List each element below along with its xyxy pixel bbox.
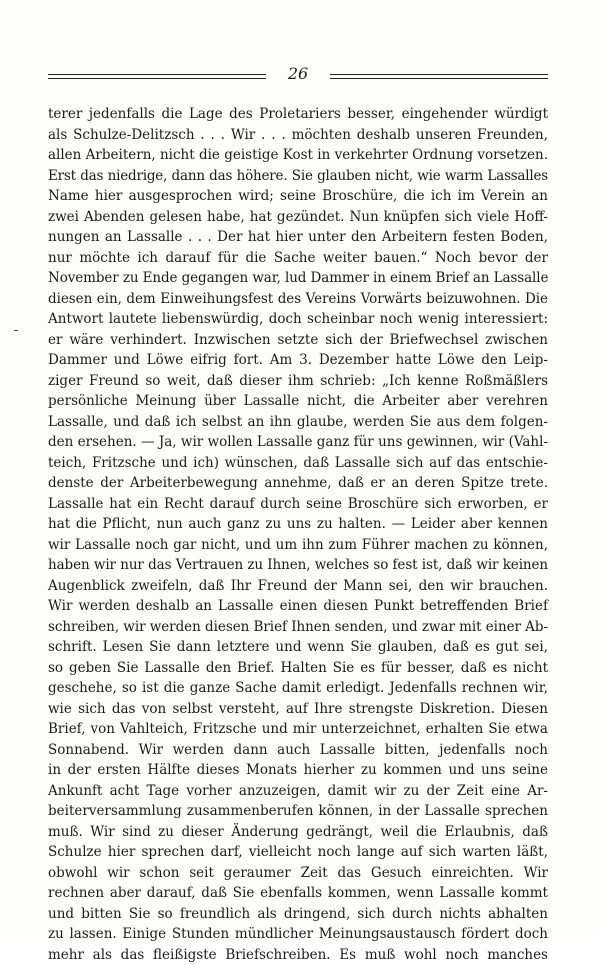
text-line: den ersehen. — Ja, wir wollen Lassalle ganz für uns gewinnen, wir (Vahl- — [48, 432, 548, 453]
text-line: haben wir nur das Vertrauen zu Ihnen, welches so fest ist, daß wir keinen — [48, 555, 548, 576]
text-line: nur möchte ich darauf für die Sache weiter bauen.“ Noch bevor der — [48, 248, 548, 269]
text-line: Wir werden deshalb an Lassalle einen diesen Punkt betreffenden Brief — [48, 596, 548, 617]
text-line: als Schulze-Delitzsch . . . Wir . . . möchten deshalb unseren Freunden, — [48, 125, 548, 146]
page-number: 26 — [266, 64, 330, 83]
text-line: und bitten Sie so freundlich als dringend, sich durch nichts abhalten — [48, 904, 548, 925]
text-line: zu lassen. Einige Stunden mündlicher Meinungsaustausch fördert doch — [48, 924, 548, 945]
text-line: November zu Ende gegangen war, lud Dammer in einem Brief an Lassalle — [48, 268, 548, 289]
text-line: er wäre verhindert. Inzwischen setzte sich der Briefwechsel zwischen — [48, 330, 548, 351]
text-line: Antwort lautete liebenswürdig, doch scheinbar noch wenig interessiert: — [48, 309, 548, 330]
text-line: denste der Arbeiterbewegung annehme, daß er an deren Spitze trete. — [48, 473, 548, 494]
text-line: in der ersten Hälfte dieses Monats hierher zu kommen und uns seine — [48, 760, 548, 781]
text-line: teich, Fritzsche und ich) wünschen, daß Lassalle sich auf das entschie- — [48, 453, 548, 474]
text-line: schreiben, wir werden diesen Brief Ihnen senden, und zwar mit einer Ab- — [48, 617, 548, 638]
text-line: wir Lassalle noch gar nicht, und um ihn zum Führer machen zu können, — [48, 535, 548, 556]
text-line: hat die Pflicht, nun auch ganz zu uns zu halten. — Leider aber kennen — [48, 514, 548, 535]
margin-mark — [14, 330, 18, 331]
header-rule-right — [330, 74, 548, 80]
text-line: mehr als das fleißigste Briefschreiben. Es muß wohl noch manches — [48, 945, 548, 965]
body-text — [48, 104, 548, 965]
text-line: Dammer und Löwe eifrig fort. Am 3. Dezember hatte Löwe den Leip- — [48, 350, 548, 371]
text-line: ziger Freund so weit, daß dieser ihm schrieb: „Ich kenne Roßmäßlers — [48, 371, 548, 392]
text-line: geschehe, so ist die ganze Sache damit erledigt. Jedenfalls rechnen wir, — [48, 678, 548, 699]
text-line: Lassalle, und daß ich selbst an ihn glaube, werden Sie aus dem folgen- — [48, 412, 548, 433]
text-line: Brief, von Vahlteich, Fritzsche und mir unterzeichnet, erhalten Sie etwa — [48, 719, 548, 740]
text-line: rechnen aber darauf, daß Sie ebenfalls kommen, wenn Lassalle kommt — [48, 883, 548, 904]
text-line: zwei Abenden gelesen habe, hat gezündet. Nun knüpfen sich viele Hoff- — [48, 207, 548, 228]
text-line: nungen an Lassalle . . . Der hat hier unter den Arbeitern festen Boden, — [48, 227, 548, 248]
text-line: Sonnabend. Wir werden dann auch Lassalle bitten, jedenfalls noch — [48, 740, 548, 761]
text-line: Erst das niedrige, dann das höhere. Sie glauben nicht, wie warm Lassalles — [48, 166, 548, 187]
text-line: Schulze hier sprechen darf, vielleicht noch lange auf sich warten läßt, — [48, 842, 548, 863]
text-line: allen Arbeitern, nicht die geistige Kost in verkehrter Ordnung vorsetzen. — [48, 145, 548, 166]
text-line: muß. Wir sind zu dieser Änderung gedrängt, weil die Erlaubnis, daß — [48, 822, 548, 843]
text-line: Lassalle hat ein Recht darauf durch seine Broschüre sich erworben, er — [48, 494, 548, 515]
text-line: beiterversammlung zusammenberufen können, in der Lassalle sprechen — [48, 801, 548, 822]
text-line: diesen ein, dem Einweihungsfest des Vereins Vorwärts beizuwohnen. Die — [48, 289, 548, 310]
text-line: Augenblick zweifeln, daß Ihr Freund der Mann sei, den wir brauchen. — [48, 576, 548, 597]
header-rule-left — [48, 74, 266, 80]
text-line: persönliche Meinung über Lassalle nicht, die Arbeiter aber verehren — [48, 391, 548, 412]
text-line: terer jedenfalls die Lage des Proletariers besser, eingehender würdigt — [48, 104, 548, 125]
text-line: schrift. Lesen Sie dann letztere und wenn Sie glauben, daß es gut sei, — [48, 637, 548, 658]
text-line: obwohl wir schon seit geraumer Zeit das Gesuch einreichten. Wir — [48, 863, 548, 884]
text-line: Name hier ausgesprochen wird; seine Broschüre, die ich im Verein an — [48, 186, 548, 207]
text-line: Ankunft acht Tage vorher anzuzeigen, damit wir zu der Zeit eine Ar- — [48, 781, 548, 802]
text-line: wie sich das von selbst versteht, auf Ihre strengste Diskretion. Diesen — [48, 699, 548, 720]
text-line: so geben Sie Lassalle den Brief. Halten Sie es für besser, daß es nicht — [48, 658, 548, 679]
page-header — [48, 68, 548, 88]
